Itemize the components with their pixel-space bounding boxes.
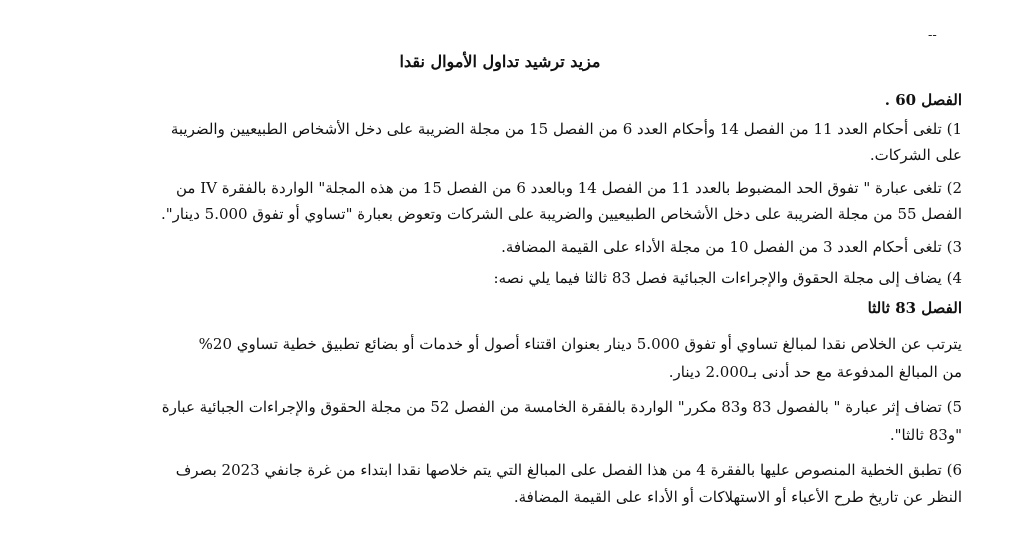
sub-text-line-1: يترتب عن الخلاص نقدا لمبالغ تساوي أو تفوق 5.000 دينار بعنوان اقتناء أصول أو خدمات أو بضائع تطبيق خطية تساوي 20% [198, 335, 962, 353]
item-3-line-1: 3) تلغى أحكام العدد 3 من الفصل 10 من مجلة الأداء على القيمة المضافة. [501, 238, 962, 256]
item-6-line-2: النظر عن تاريخ طرح الأعباء أو الاستهلاكات أو الأداء على القيمة المضافة. [513, 488, 962, 506]
item-4-line-1: 4) يضاف إلى مجلة الحقوق والإجراءات الجبائية فصل 83 ثالثا فيما يلي نصه: [493, 269, 962, 287]
page-title: مزيد ترشيد تداول الأموال نقدا [399, 52, 601, 71]
item-2-line-2: الفصل 55 من مجلة الضريبة على دخل الأشخاص الطبيعيين والضريبة على الشركات وتعوض بعبارة "تساوي أو تفوق 5.000 دينار". [161, 205, 962, 223]
item-1-line-1: 1) تلغى أحكام العدد 11 من الفصل 14 وأحكام العدد 6 من الفصل 15 من مجلة الضريبة على دخل الأشخاص الطبيعيين والضريبة [170, 120, 962, 138]
sub-chapter-heading: الفصل 83 ثالثا [867, 299, 962, 317]
item-5-line-2: "و83 ثالثا". [889, 426, 962, 444]
item-6-line-1: 6) تطبق الخطية المنصوص عليها بالفقرة 4 من هذا الفصل على المبالغ التي يتم خلاصها نقدا ابتداء من غرة جانفي 2023 بصرف [175, 461, 962, 479]
sub-text-line-2: من المبالغ المدفوعة مع حد أدنى بـ2.000 دينار. [668, 363, 962, 381]
item-2-line-1: 2) تلغى عبارة " تفوق الحد المضبوط بالعدد 11 من الفصل 14 وبالعدد 6 من الفصل 15 من هذه المجلة" الواردة بالفقرة IV من [176, 179, 962, 197]
chapter-heading: الفصل 60 . [884, 91, 962, 109]
item-5-line-1: 5) تضاف إثر عبارة " بالفصول 83 و83 مكرر" الواردة بالفقرة الخامسة من الفصل 52 من مجلة الحقوق والإجراءات الجبائية عبارة [161, 398, 962, 416]
item-1-line-2: على الشركات. [869, 146, 962, 164]
page-corner-mark: -- [928, 28, 937, 43]
